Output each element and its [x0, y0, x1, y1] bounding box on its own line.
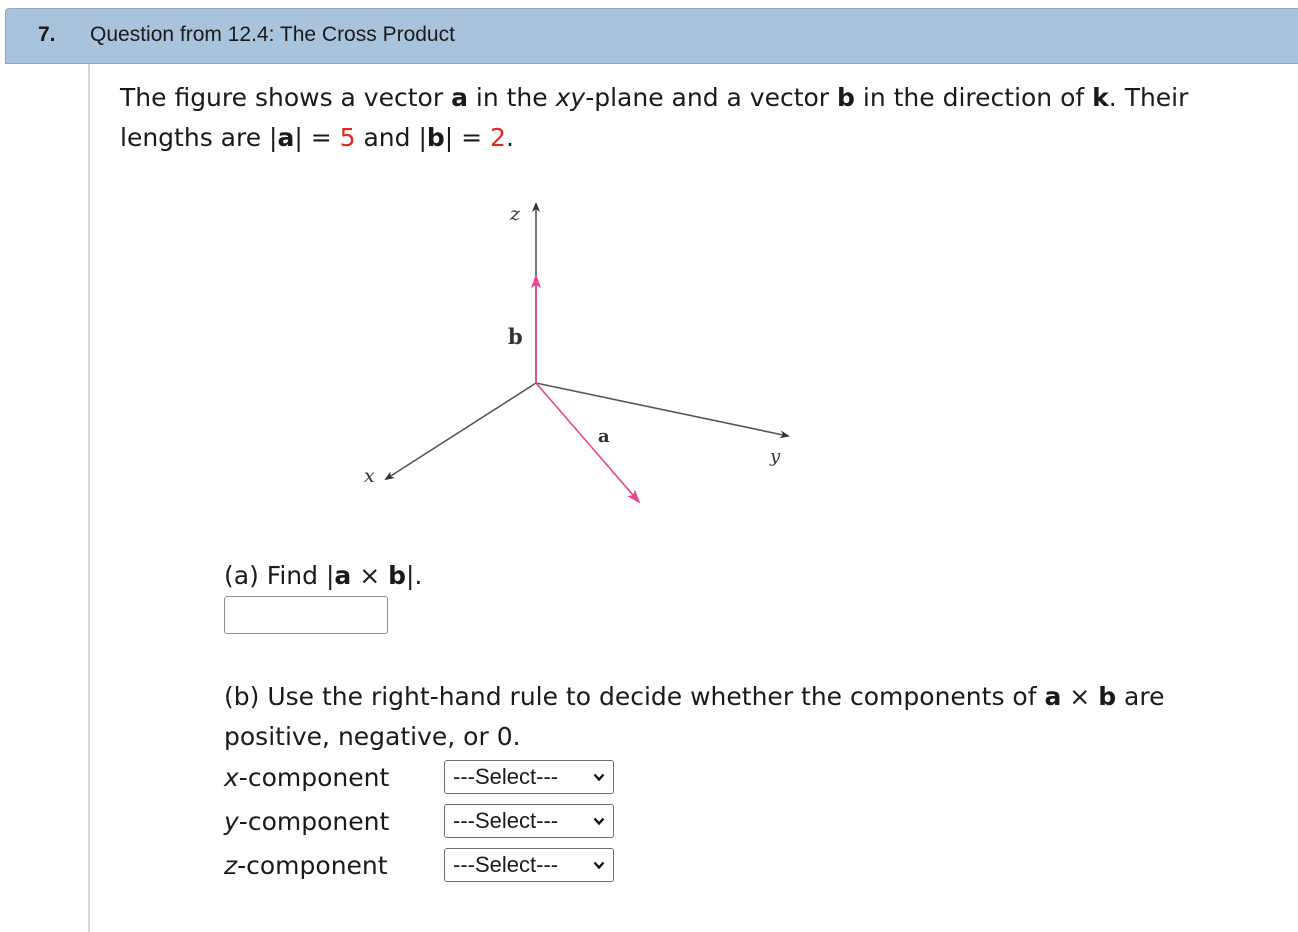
question-number: 7.	[38, 23, 56, 46]
x-axis	[386, 383, 536, 479]
part-b-prompt: (b) Use the right-hand rule to decide whether the components of a × b are positive, negative, or 0.	[224, 682, 1165, 751]
question-header	[5, 8, 1298, 64]
y-component-select[interactable]: ---Select---	[444, 804, 614, 838]
vector-a-label: a	[598, 426, 610, 447]
z-component-select[interactable]: ---Select---	[444, 848, 614, 882]
chevron-down-icon	[593, 815, 605, 827]
z-component-label: z-component	[224, 851, 388, 880]
x-component-row	[224, 758, 644, 798]
vector-b-label: b	[508, 324, 523, 349]
x-axis-label: x	[364, 465, 375, 487]
y-component-label: y-component	[224, 807, 390, 836]
part-a-prompt: (a) Find |a × b|.	[224, 561, 423, 590]
x-component-select[interactable]: ---Select---	[444, 760, 614, 794]
question-left-border	[88, 64, 90, 932]
problem-statement: The figure shows a vector a in the xy-plane and a vector b in the direction of k. Their lengths are |a| = 5 and |b| = 2.	[120, 83, 1189, 152]
chevron-down-icon	[593, 859, 605, 871]
z-axis-label: z	[510, 203, 521, 225]
z-component-row	[224, 846, 644, 886]
a-length-value: 5	[339, 123, 356, 152]
part-a-answer-input[interactable]	[224, 596, 388, 634]
y-axis	[536, 383, 788, 436]
y-component-row	[224, 802, 644, 842]
vector-figure	[340, 190, 800, 520]
question-title: Question from 12.4: The Cross Product	[90, 23, 455, 46]
y-axis-label: y	[770, 446, 781, 467]
x-component-label: x-component	[224, 763, 390, 792]
chevron-down-icon	[593, 771, 605, 783]
b-length-value: 2	[490, 123, 506, 152]
